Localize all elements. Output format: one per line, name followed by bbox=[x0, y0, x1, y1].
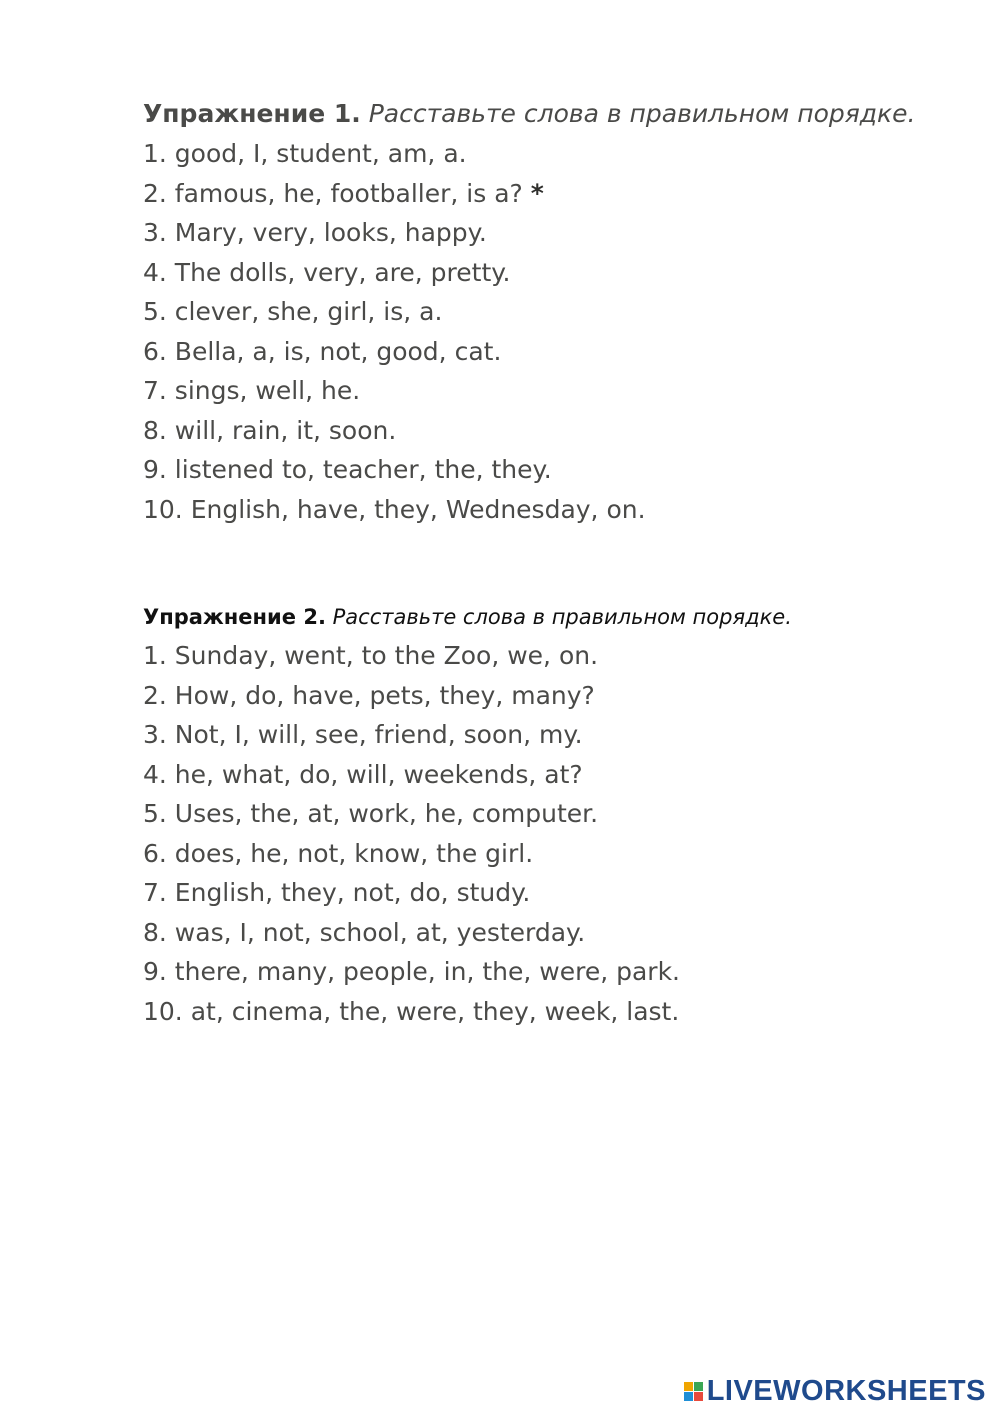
exercise-1-item bbox=[143, 332, 915, 372]
item-text: 9. there, many, people, in, the, were, park. bbox=[143, 957, 680, 986]
exercise-2 bbox=[143, 598, 792, 1031]
item-text: 6. Bella, a, is, not, good, cat. bbox=[143, 336, 502, 366]
exercise-1-label: Упражнение 1. bbox=[143, 99, 361, 128]
exercise-1-item bbox=[143, 213, 915, 253]
logo-text: LIVEWORKSHEETS bbox=[706, 1375, 986, 1407]
exercise-2-item bbox=[143, 992, 792, 1032]
exercise-2-item bbox=[143, 873, 792, 913]
exercise-1-item bbox=[143, 490, 915, 530]
item-text: 1. Sunday, went, to the Zoo, we, on. bbox=[143, 641, 599, 670]
exercise-1-item bbox=[143, 174, 915, 214]
exercise-2-item bbox=[143, 794, 792, 834]
exercise-1-item bbox=[143, 253, 915, 293]
item-text: 10. English, have, they, Wednesday, on. bbox=[143, 494, 646, 524]
logo-square bbox=[684, 1382, 693, 1391]
exercise-2-instruction: Расставьте слова в правильном порядке. bbox=[332, 605, 792, 629]
liveworksheets-logo-icon bbox=[684, 1382, 703, 1401]
exercise-2-heading bbox=[143, 598, 792, 636]
item-text: 3. Not, I, will, see, friend, soon, my. bbox=[143, 720, 583, 749]
item-text: 2. famous, he, footballer, is a? bbox=[143, 178, 523, 208]
item-text: 8. will, rain, it, soon. bbox=[143, 415, 397, 445]
exercise-1-instruction: Расставьте слова в правильном порядке. bbox=[368, 99, 916, 128]
liveworksheets-logo bbox=[684, 1375, 986, 1408]
item-text: 6. does, he, not, know, the girl. bbox=[143, 838, 534, 868]
exercise-2-item bbox=[143, 952, 792, 992]
exercise-1-item bbox=[143, 411, 915, 451]
logo-square bbox=[694, 1392, 703, 1401]
logo-square bbox=[684, 1392, 693, 1401]
exercise-2-item bbox=[143, 913, 792, 953]
exercise-1-item bbox=[143, 450, 915, 490]
item-text: 2. How, do, have, pets, they, many? bbox=[143, 680, 595, 710]
exercise-1-item bbox=[143, 134, 915, 174]
exercise-2-item bbox=[143, 676, 792, 716]
item-text: 5. Uses, the, at, work, he, computer. bbox=[143, 799, 599, 828]
exercise-2-item bbox=[143, 715, 792, 755]
exercise-2-item bbox=[143, 636, 792, 676]
exercise-1-item bbox=[143, 371, 915, 411]
item-text: 7. English, they, not, do, study. bbox=[143, 878, 531, 907]
exercise-2-item bbox=[143, 834, 792, 874]
item-text: 1. good, I, student, am, a. bbox=[143, 139, 467, 168]
item-text: 10. at, cinema, the, were, they, week, last. bbox=[143, 996, 680, 1026]
item-text: 4. he, what, do, will, weekends, at? bbox=[143, 759, 583, 789]
exercise-1-heading bbox=[143, 94, 915, 134]
exercise-1-list bbox=[143, 134, 915, 529]
exercise-2-label: Упражнение 2. bbox=[143, 605, 326, 629]
exercise-1-item bbox=[143, 292, 915, 332]
item-text: 5. clever, she, girl, is, a. bbox=[143, 297, 443, 326]
asterisk-marker: * bbox=[530, 178, 544, 208]
exercise-1 bbox=[143, 94, 915, 529]
item-text: 7. sings, well, he. bbox=[143, 376, 361, 405]
item-text: 8. was, I, not, school, at, yesterday. bbox=[143, 917, 586, 947]
logo-square bbox=[694, 1382, 703, 1391]
item-text: 3. Mary, very, looks, happy. bbox=[143, 218, 487, 247]
exercise-2-list bbox=[143, 636, 792, 1031]
item-text: 4. The dolls, very, are, pretty. bbox=[143, 257, 511, 287]
exercise-2-item bbox=[143, 755, 792, 795]
item-text: 9. listened to, teacher, the, they. bbox=[143, 455, 552, 484]
